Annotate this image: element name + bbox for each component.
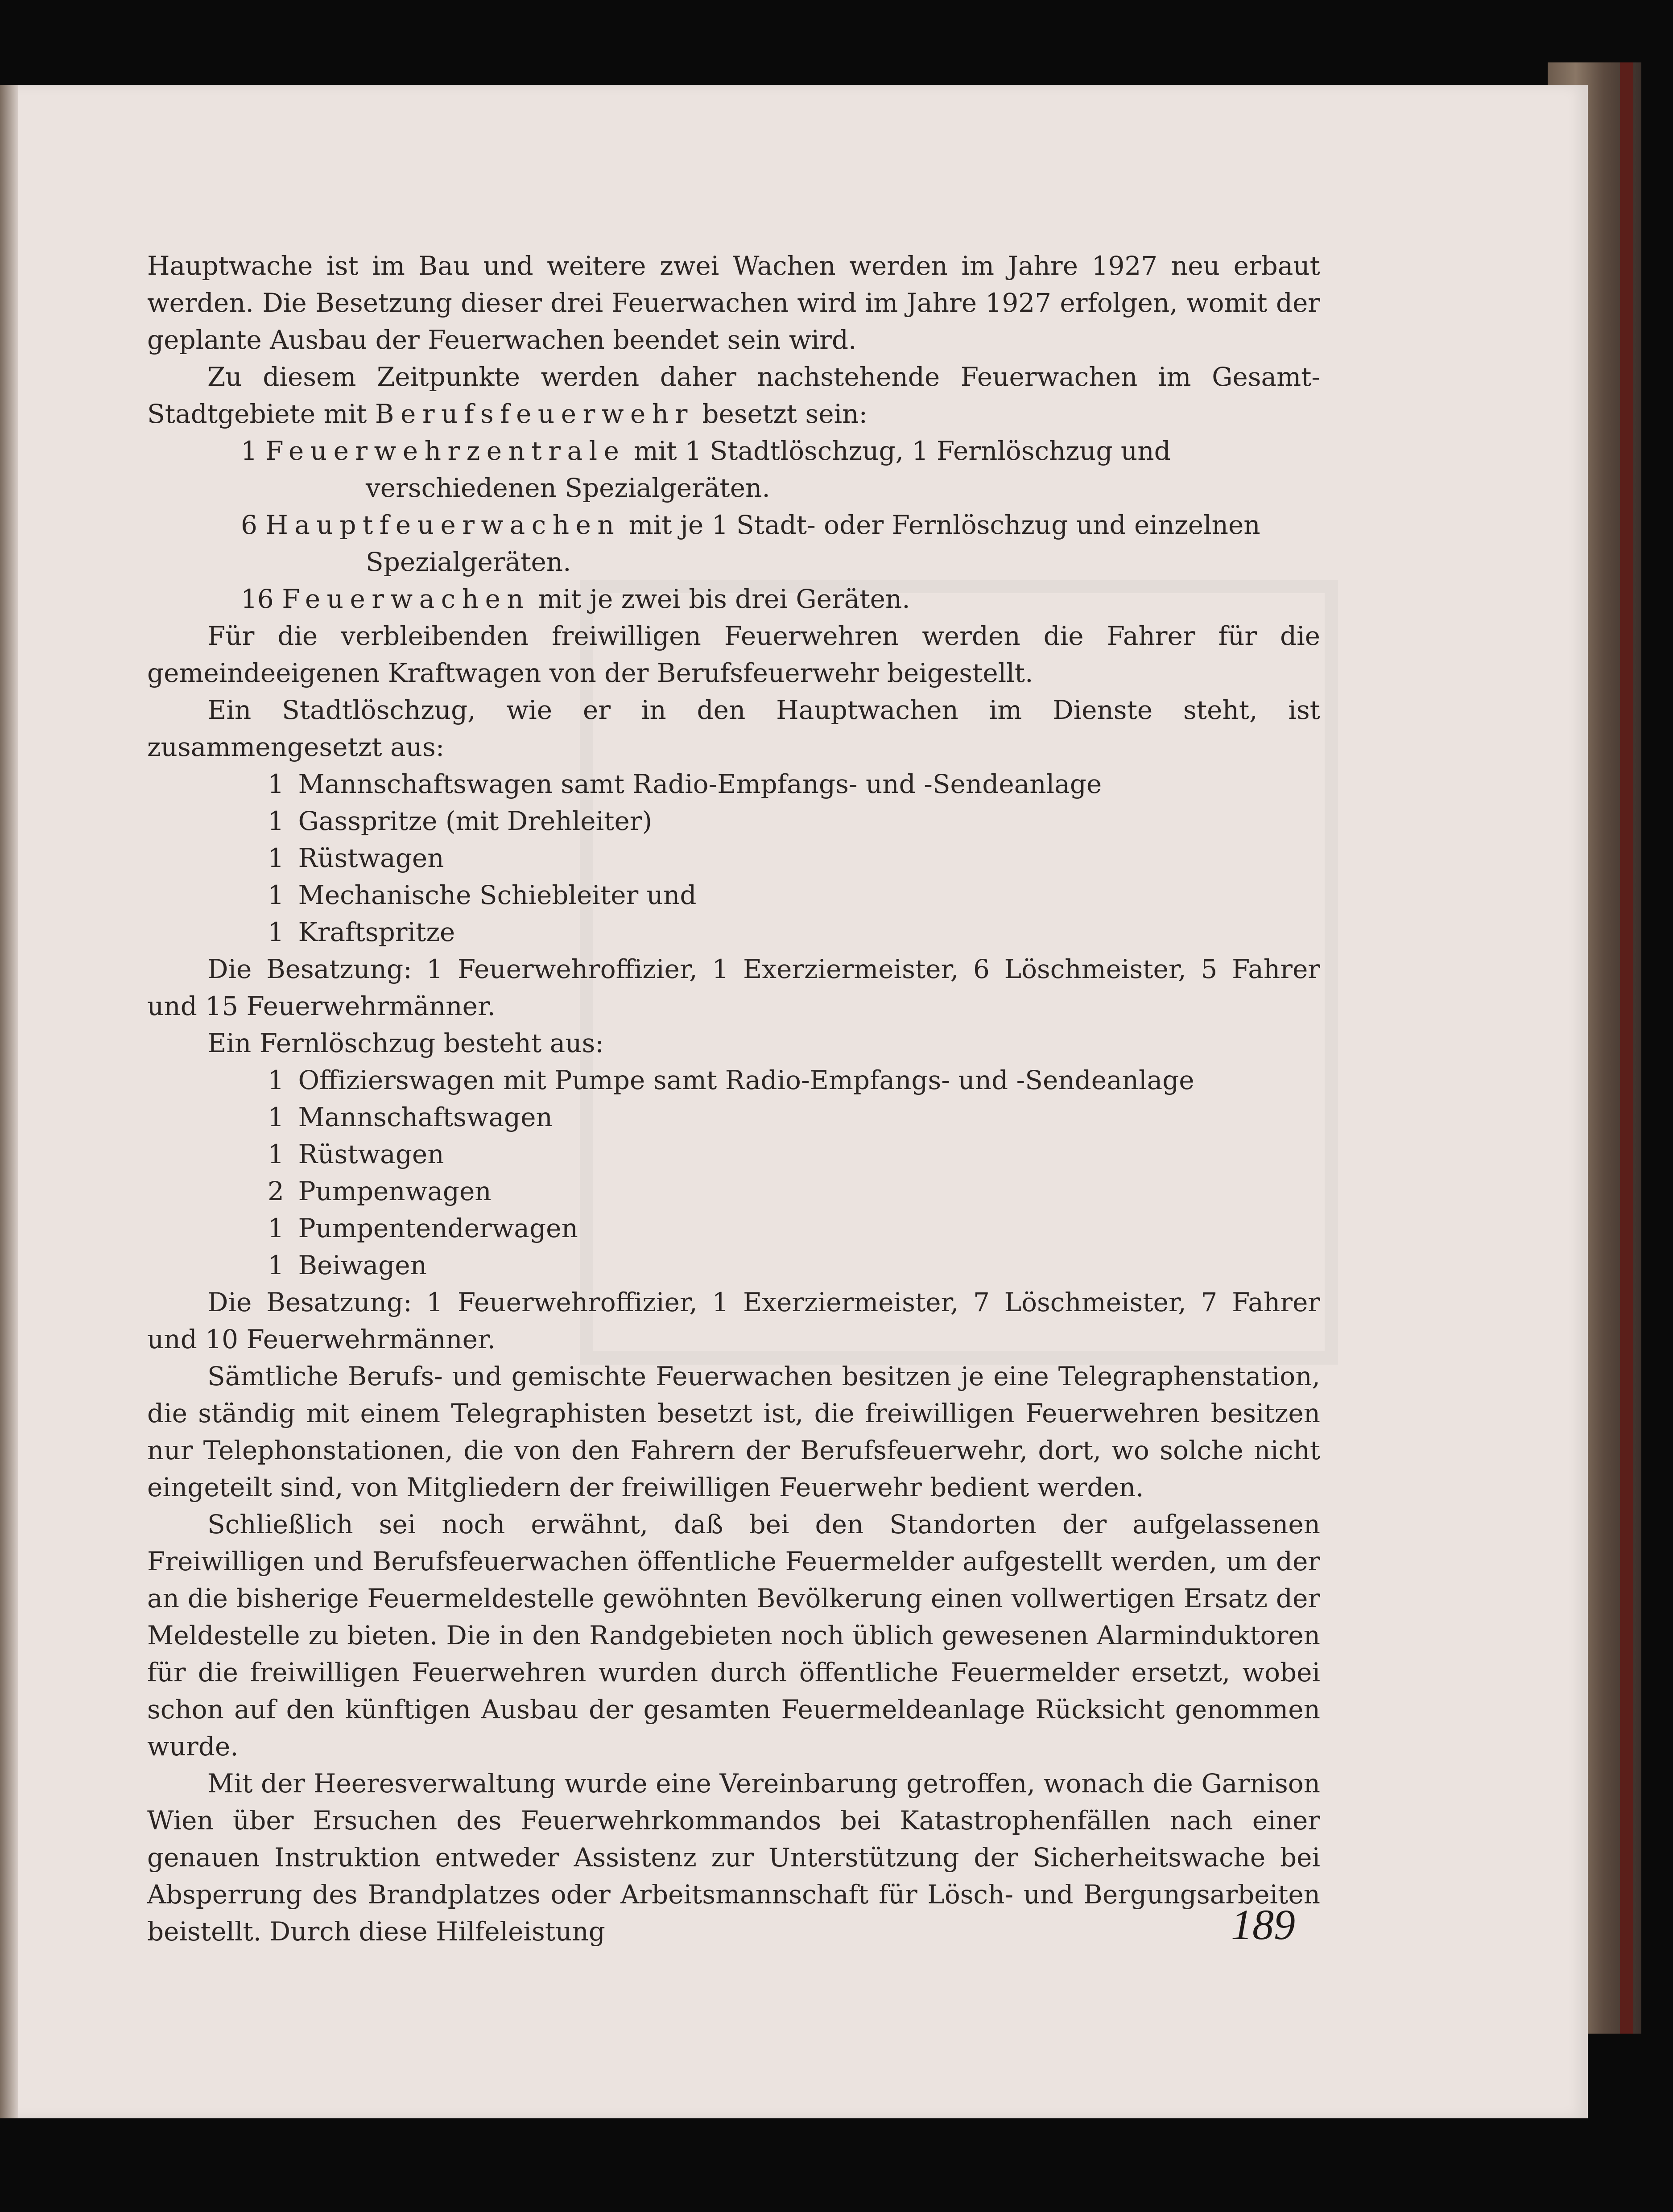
paragraph-besatzung-2: Die Besatzung: 1 Feuerwehroffizier, 1 Exerziermeister, 7 Löschmeister, 7 Fahrer und 10 Feuerwehrmänner. xyxy=(147,1287,1320,1354)
station-name: Feuerwachen xyxy=(282,584,530,614)
list-item: 1 Mechanische Schiebleiter und xyxy=(268,880,697,910)
paragraph-besatzung-1: Die Besatzung: 1 Feuerwehroffizier, 1 Exerziermeister, 6 Löschmeister, 5 Fahrer und 15 Feuerwehrmänner. xyxy=(147,954,1320,1021)
station-name: Hauptfeuerwachen xyxy=(265,510,621,540)
page-body xyxy=(147,248,1320,1950)
paragraph-fernloeschzug: Ein Fernlöschzug besteht aus: xyxy=(207,1028,604,1058)
paragraph-heeresverwaltung: Mit der Heeresverwaltung wurde eine Vereinbarung getroffen, wonach die Garnison Wien über Ersuchen des Feuerwehrkommandos bei Katastrophenfällen nach einer genauen Instruktion entweder Assistenz zur Unterstützung der Sicherheitswache bei Absperrung des Brandplatzes oder Arbeitsmannschaft für Lösch- und Bergungsarbeiten beistellt. Durch diese Hilfeleistung xyxy=(147,1768,1320,1947)
list-item: 1 Offizierswagen mit Pumpe samt Radio-Empfangs- und -Sendeanlage xyxy=(268,1065,1194,1095)
page-number: 189 xyxy=(1231,1901,1295,1948)
list-item: 1 Mannschaftswagen xyxy=(268,1102,553,1132)
paragraph-schliesslich: Schließlich sei noch erwähnt, daß bei den Standorten der aufgelassenen Freiwilligen und Berufsfeuerwachen öffentliche Feuermelder aufgestellt werden, um der an die bisherige Feuermeldestelle gewöhnten Bevölkerung einen vollwertigen Ersatz der Meldestelle zu bieten. Die in den Randgebieten noch üblich gewesenen Alarminduktoren für die freiwilligen Feuerwehren wurden durch öffentliche Feuermelder ersetzt, wobei schon auf den künftigen Ausbau der gesamten Feuermeldeanlage Rücksicht genommen wurde. xyxy=(147,1509,1320,1762)
list-item: 1 Rüstwagen xyxy=(268,843,444,873)
paragraph-zeitpunkt xyxy=(147,359,1320,433)
list-item: 1 Kraftspritze xyxy=(268,917,455,947)
zeitpunkt-end: besetzt sein: xyxy=(702,399,868,429)
spaced-berufsfeuerwehr: Berufsfeuerwehr xyxy=(375,399,694,429)
paragraph-telegraph: Sämtliche Berufs- und gemischte Feuerwachen besitzen je eine Telegraphenstation, die ständig mit einem Telegraphisten besetzt ist, die freiwilligen Feuerwehren besitzen nur Telephonstationen, die von den Fahrern der Berufsfeuerwehr, dort, wo solche nicht eingeteilt sind, von Mitgliedern der freiwilligen Feuerwehr bedient werden. xyxy=(147,1361,1320,1502)
station-item: 16 Feuerwachen mit je zwei bis drei Geräten. xyxy=(241,584,910,614)
station-item: 6 Hauptfeuerwachen mit je 1 Stadt- oder Fernlöschzug und einzelnen Spezialgeräten. xyxy=(241,510,1260,577)
station-name: Feuerwehrzentrale xyxy=(265,436,626,466)
list-item: 1 Beiwagen xyxy=(268,1250,427,1280)
list-item: 1 Pumpentenderwagen xyxy=(268,1213,578,1243)
station-item: 1 Feuerwehrzentrale mit 1 Stadtlöschzug, 1 Fernlöschzug und verschiedenen Spezialgeräten. xyxy=(241,436,1171,503)
list-item: 2 Pumpenwagen xyxy=(268,1176,492,1206)
zeitpunkt-text: Zu diesem Zeitpunkte werden daher nachstehende Feuerwachen im Gesamt-Stadtgebiete mit xyxy=(147,362,1320,429)
paragraph-fahrer: Für die verbleibenden freiwilligen Feuerwehren werden die Fahrer für die gemeindeeigenen Kraftwagen von der Berufsfeuerwehr beigestellt. xyxy=(147,621,1320,688)
page-left-edge xyxy=(0,85,18,2118)
paragraph-hauptwache: Hauptwache ist im Bau und weitere zwei Wachen werden im Jahre 1927 neu erbaut werden. Die Besetzung dieser drei Feuerwachen wird im Jahre 1927 erfolgen, womit der geplante Ausbau der Feuerwachen beendet sein wird. xyxy=(147,251,1320,355)
list-item: 1 Rüstwagen xyxy=(268,1139,444,1169)
list-item: 1 Gasspritze (mit Drehleiter) xyxy=(268,806,653,836)
paragraph-stadtloeschzug: Ein Stadtlöschzug, wie er in den Hauptwachen im Dienste steht, ist zusammengesetzt aus: xyxy=(147,695,1320,762)
list-item: 1 Mannschaftswagen samt Radio-Empfangs- und -Sendeanlage xyxy=(268,769,1102,799)
